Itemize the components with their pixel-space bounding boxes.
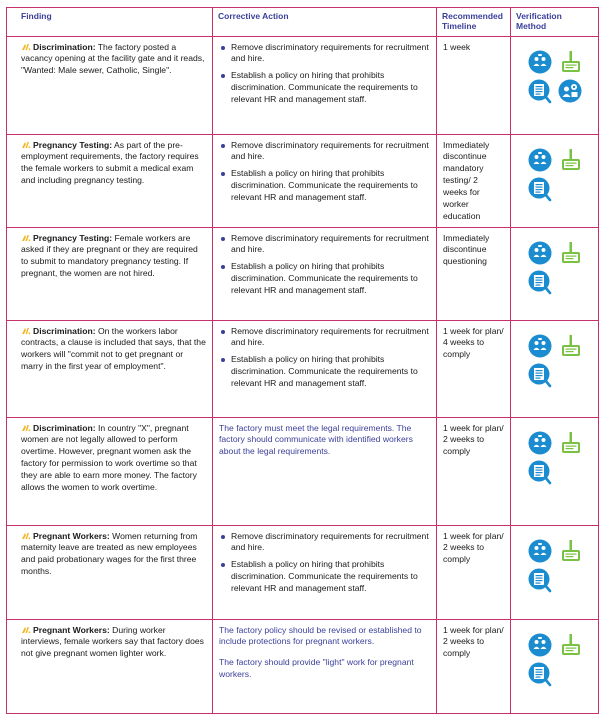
table-row bbox=[7, 320, 599, 417]
site-observation-icon bbox=[557, 430, 583, 456]
findings-table bbox=[6, 7, 599, 714]
action-paragraph: The factory should provide "light" work for pregnant workers. bbox=[219, 657, 414, 680]
warning-icon bbox=[21, 326, 33, 336]
header-row bbox=[7, 8, 599, 37]
verification-cell bbox=[511, 36, 599, 134]
worker-interview-icon bbox=[527, 147, 553, 173]
finding-header: Finding bbox=[7, 8, 213, 37]
finding-cell bbox=[7, 227, 213, 320]
verification-icons bbox=[515, 422, 594, 485]
action-item bbox=[219, 42, 430, 66]
finding-label: Pregnancy Testing: bbox=[33, 139, 113, 150]
action-list bbox=[219, 140, 430, 204]
document-review-icon bbox=[527, 362, 553, 388]
finding-text: The factory posted a vacancy opening at the facility gate and it reads, "Wanted: Male sewer, Catholic, Single". bbox=[21, 41, 205, 76]
timeline-cell: 1 week for plan/ 2 weeks to comply bbox=[437, 525, 511, 619]
corrective-action-cell bbox=[213, 320, 437, 417]
finding-label: Discrimination: bbox=[33, 325, 96, 336]
verification-cell bbox=[511, 320, 599, 417]
bullet-icon bbox=[221, 74, 225, 78]
action-item bbox=[219, 326, 430, 350]
finding-label: Pregnant Workers: bbox=[33, 530, 110, 541]
timeline-cell: 1 week for plan/ 2 weeks to comply bbox=[437, 417, 511, 525]
bullet-icon bbox=[221, 46, 225, 50]
action-text: Remove discriminatory requirements for recruitment and hire. bbox=[231, 41, 429, 64]
action-item bbox=[219, 233, 430, 257]
corrective-action-cell bbox=[213, 134, 437, 227]
action-text: Remove discriminatory requirements for recruitment and hire. bbox=[231, 530, 429, 553]
table-row bbox=[7, 417, 599, 525]
verification-icons bbox=[515, 325, 594, 388]
warning-icon bbox=[21, 531, 33, 541]
site-observation-icon bbox=[557, 538, 583, 564]
worker-interview-icon bbox=[527, 538, 553, 564]
action-item bbox=[219, 261, 430, 297]
finding-text: During worker interviews, female workers say that factory does not give pregnant women lighter work. bbox=[21, 624, 204, 659]
finding-label: Pregnancy Testing: bbox=[33, 232, 113, 243]
table-row bbox=[7, 619, 599, 713]
bullet-icon bbox=[221, 535, 225, 539]
timeline-header: Recommended Timeline bbox=[437, 8, 511, 37]
action-text: Remove discriminatory requirements for recruitment and hire. bbox=[231, 232, 429, 255]
action-item bbox=[219, 168, 430, 204]
bullet-icon bbox=[221, 144, 225, 148]
timeline-cell: Immediately discontinue mandatory testing/ 2 weeks for worker education bbox=[437, 134, 511, 227]
action-text: Establish a policy on hiring that prohibits discrimination. Communicate the requirements to relevant HR and management staff. bbox=[231, 70, 418, 104]
verification-cell bbox=[511, 134, 599, 227]
worker-interview-icon bbox=[527, 49, 553, 75]
action-item bbox=[219, 559, 430, 595]
action-list bbox=[219, 233, 430, 297]
site-observation-icon bbox=[557, 147, 583, 173]
warning-icon bbox=[21, 233, 33, 243]
document-review-icon bbox=[527, 459, 553, 485]
finding-cell bbox=[7, 417, 213, 525]
bullet-icon bbox=[221, 172, 225, 176]
bullet-icon bbox=[221, 358, 225, 362]
action-item bbox=[219, 354, 430, 390]
timeline-cell: 1 week for plan/ 4 weeks to comply bbox=[437, 320, 511, 417]
action-text: Establish a policy on hiring that prohibits discrimination. Communicate the requirements to relevant HR and management staff. bbox=[231, 559, 418, 593]
site-observation-icon bbox=[557, 49, 583, 75]
action-list bbox=[219, 326, 430, 390]
table-row bbox=[7, 36, 599, 134]
document-review-icon bbox=[527, 176, 553, 202]
table-row bbox=[7, 227, 599, 320]
finding-cell bbox=[7, 525, 213, 619]
action-item bbox=[219, 531, 430, 555]
verification-icons bbox=[515, 139, 594, 202]
worker-interview-icon bbox=[527, 632, 553, 658]
site-observation-icon bbox=[557, 333, 583, 359]
finding-label: Pregnant Workers: bbox=[33, 624, 110, 635]
finding-text: On the workers labor contracts, a clause is included that says, that the workers will "commit not to get pregnant or marry in the first year of employment". bbox=[21, 325, 206, 372]
corrective-action-cell bbox=[213, 619, 437, 713]
action-item bbox=[219, 70, 430, 106]
management-interview-icon bbox=[557, 78, 583, 104]
table-row bbox=[7, 134, 599, 227]
action-paragraph: The factory policy should be revised or established to include protections for pregnant workers. bbox=[219, 624, 422, 647]
finding-cell bbox=[7, 320, 213, 417]
verification-cell bbox=[511, 619, 599, 713]
finding-text: Female workers are asked if they are pregnant or they are required to submit to mandatory pregnancy testing. If pregnant, the women are not hired. bbox=[21, 232, 198, 279]
verification-header: Verification Method bbox=[511, 8, 599, 37]
document-review-icon bbox=[527, 661, 553, 687]
action-list bbox=[219, 531, 430, 595]
warning-icon bbox=[21, 42, 33, 52]
verification-cell bbox=[511, 417, 599, 525]
document-review-icon bbox=[527, 78, 553, 104]
action-item bbox=[219, 140, 430, 164]
verification-icons bbox=[515, 530, 594, 593]
worker-interview-icon bbox=[527, 240, 553, 266]
corrective-action-header: Corrective Action bbox=[213, 8, 437, 37]
worker-interview-icon bbox=[527, 430, 553, 456]
finding-cell bbox=[7, 36, 213, 134]
timeline-cell: 1 week for plan/ 2 weeks to comply bbox=[437, 619, 511, 713]
timeline-cell: Immediately discontinue questioning bbox=[437, 227, 511, 320]
corrective-action-cell bbox=[213, 525, 437, 619]
bullet-icon bbox=[221, 265, 225, 269]
action-text: Establish a policy on hiring that prohibits discrimination. Communicate the requirements to relevant HR and management staff. bbox=[231, 354, 418, 388]
action-text: Remove discriminatory requirements for recruitment and hire. bbox=[231, 325, 429, 348]
corrective-action-cell bbox=[213, 227, 437, 320]
warning-icon bbox=[21, 625, 33, 635]
warning-icon bbox=[21, 423, 33, 433]
table-row bbox=[7, 525, 599, 619]
bullet-icon bbox=[221, 330, 225, 334]
bullet-icon bbox=[221, 563, 225, 567]
site-observation-icon bbox=[557, 240, 583, 266]
verification-icons bbox=[515, 624, 594, 687]
action-paragraph: The factory must meet the legal requirements. The factory should communicate with identified workers about the legal requirements. bbox=[219, 422, 413, 457]
finding-cell bbox=[7, 619, 213, 713]
document-review-icon bbox=[527, 567, 553, 593]
action-list bbox=[219, 42, 430, 106]
finding-label: Discrimination: bbox=[33, 41, 96, 52]
timeline-cell: 1 week bbox=[437, 36, 511, 134]
corrective-action-cell bbox=[213, 36, 437, 134]
verification-icons bbox=[515, 41, 594, 104]
finding-text: Women returning from maternity leave are treated as new employees and paid probationary wages for the first three months. bbox=[21, 530, 198, 577]
verification-cell bbox=[511, 227, 599, 320]
finding-label: Discrimination: bbox=[33, 422, 96, 433]
bullet-icon bbox=[221, 237, 225, 241]
document-review-icon bbox=[527, 269, 553, 295]
worker-interview-icon bbox=[527, 333, 553, 359]
finding-text: As part of the pre-employment requirements, the factory requires the female workers to submit a medical exam and including pregnancy testing. bbox=[21, 139, 199, 186]
action-text: Establish a policy on hiring that prohibits discrimination. Communicate the requirements to relevant HR and management staff. bbox=[231, 261, 418, 295]
site-observation-icon bbox=[557, 632, 583, 658]
finding-cell bbox=[7, 134, 213, 227]
action-text: Establish a policy on hiring that prohibits discrimination. Communicate the requirements to relevant HR and management staff. bbox=[231, 168, 418, 202]
verification-cell bbox=[511, 525, 599, 619]
verification-icons bbox=[515, 232, 594, 295]
finding-text: In country "X", pregnant women are not legally allowed to perform overtime. However, pregnant women ask the factory for permission to work overtime so that they are able to earn more money. The factory allows the women to work overtime. bbox=[21, 422, 197, 492]
action-text: Remove discriminatory requirements for recruitment and hire. bbox=[231, 139, 429, 162]
corrective-action-cell bbox=[213, 417, 437, 525]
warning-icon bbox=[21, 140, 33, 150]
